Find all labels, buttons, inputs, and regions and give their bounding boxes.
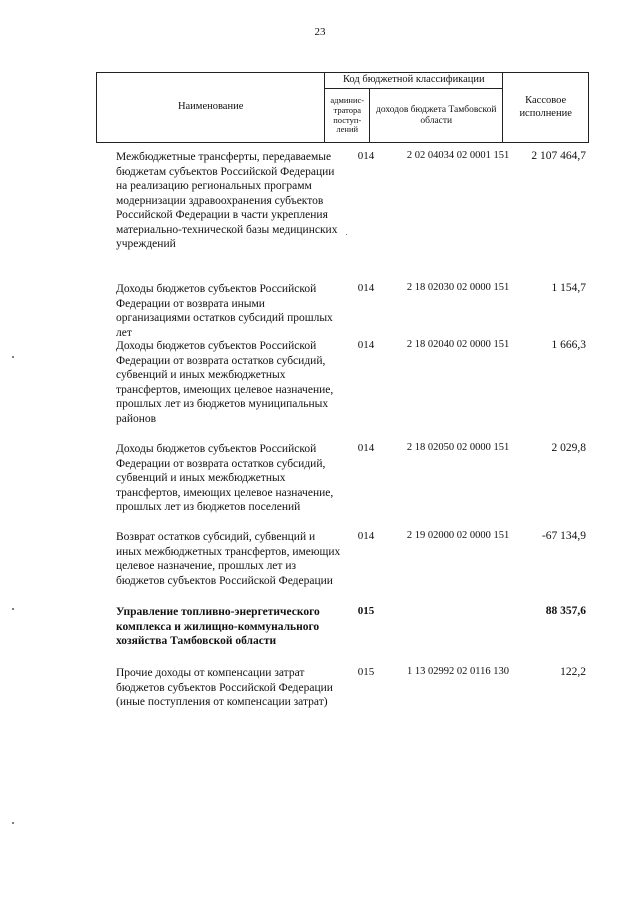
row-income-code: 2 18 02050 02 0000 151 bbox=[406, 442, 510, 453]
row-income-code: 2 18 02030 02 0000 151 bbox=[406, 282, 510, 293]
row-name: Доходы бюджетов субъектов Российской Федерации от возврата остатков субсидий, субвенций и иных межбюджетных трансфертов, имеющих целевое назначение, прошлых лет из бюджетов муниципальных районов bbox=[116, 340, 334, 425]
header-admin: админис-тратора поступ-лений bbox=[325, 89, 370, 143]
row-amount: 122,2 bbox=[560, 666, 586, 678]
row-name: Возврат остатков субсидий, субвенций и иных межбюджетных трансфертов, имеющих целевое назначение, прошлых лет из бюджетов субъектов Российской Федерации bbox=[116, 531, 341, 587]
scan-speck bbox=[12, 822, 14, 824]
row-income-code: 2 18 02040 02 0000 151 bbox=[406, 339, 510, 350]
row-admin-code: 014 bbox=[357, 150, 375, 162]
row-name: Доходы бюджетов субъектов Российской Федерации от возврата иными организациями остатков субсидий прошлых лет bbox=[116, 283, 333, 339]
row-admin-code: 015 bbox=[357, 605, 375, 617]
row-income-code: 2 19 02000 02 0000 151 bbox=[406, 530, 510, 541]
row-name: Прочие доходы от компенсации затрат бюджетов субъектов Российской Федерации (иные поступления от компенсации затрат) bbox=[116, 667, 333, 708]
row-income-code: 2 02 04034 02 0001 151 bbox=[406, 150, 510, 161]
row-admin-code: 014 bbox=[357, 282, 375, 294]
table-header bbox=[96, 72, 589, 143]
header-kbk: Код бюджетной классификации bbox=[325, 73, 503, 89]
scan-speck bbox=[12, 608, 14, 610]
row-income-code: 1 13 02992 02 0116 130 bbox=[407, 666, 509, 677]
header-name: Наименование bbox=[97, 73, 325, 143]
row-name: Межбюджетные трансферты, передаваемые бюджетам субъектов Российской Федерации на реализацию региональных программ модернизации здравоохранения субъектов Российской Федерации в части укрепления материально-технической базы медицинских учреждений bbox=[116, 151, 338, 250]
row-amount: -67 134,9 bbox=[541, 530, 586, 542]
row-name: Управление топливно-энергетического комплекса и жилищно-коммунального хозяйства Тамбовской области bbox=[116, 606, 320, 647]
page-number: 23 bbox=[314, 26, 326, 38]
row-admin-code: 015 bbox=[357, 666, 375, 678]
scan-speck bbox=[12, 356, 14, 358]
row-amount: 2 107 464,7 bbox=[531, 150, 586, 162]
scan-speck bbox=[346, 234, 347, 235]
row-admin-code: 014 bbox=[357, 339, 375, 351]
header-income: доходов бюджета Тамбовской области bbox=[370, 89, 503, 143]
header-execution: Кассовое исполнение bbox=[503, 73, 589, 143]
row-amount: 88 357,6 bbox=[545, 605, 586, 617]
row-name: Доходы бюджетов субъектов Российской Федерации от возврата остатков субсидий, субвенций и иных межбюджетных трансфертов, имеющих целевое назначение, прошлых лет из бюджетов поселений bbox=[116, 443, 334, 513]
row-amount: 2 029,8 bbox=[551, 442, 586, 454]
row-amount: 1 666,3 bbox=[551, 339, 586, 351]
row-admin-code: 014 bbox=[357, 442, 375, 454]
row-admin-code: 014 bbox=[357, 530, 375, 542]
row-amount: 1 154,7 bbox=[551, 282, 586, 294]
